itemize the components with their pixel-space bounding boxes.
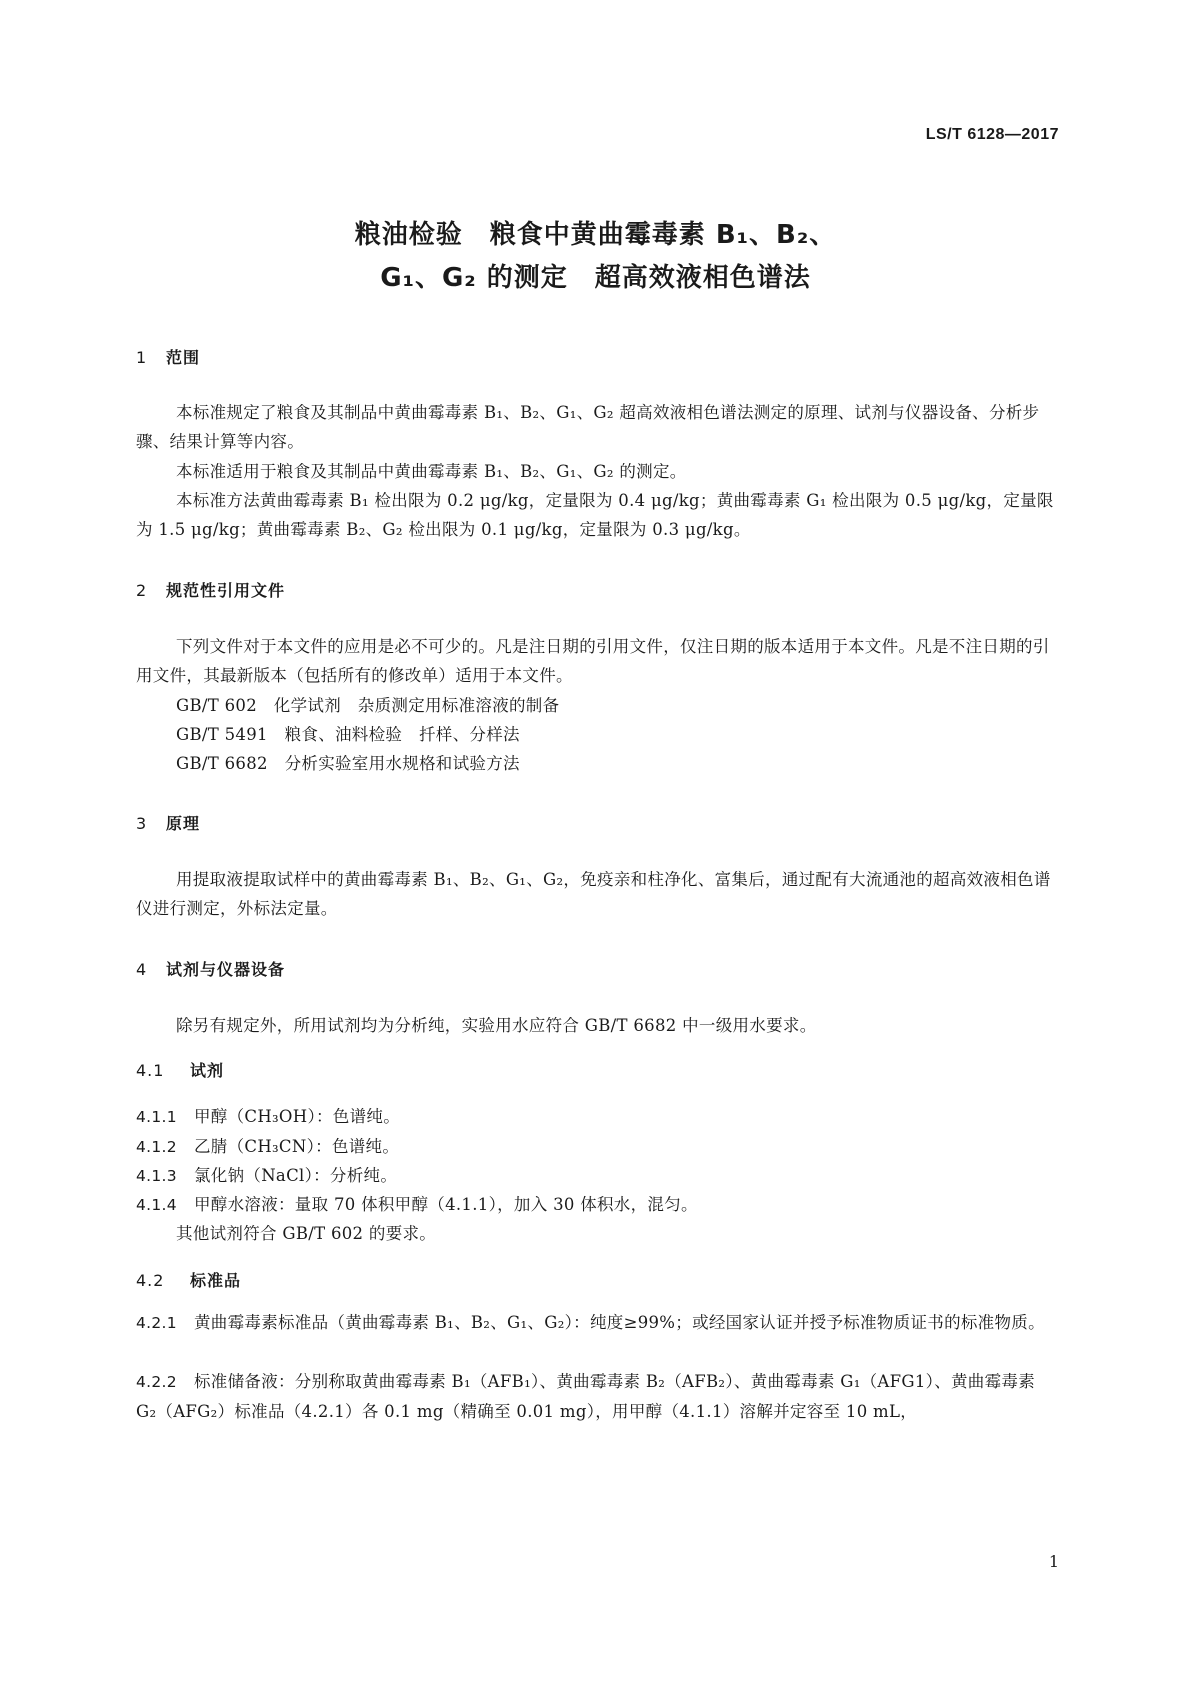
- document-title-line-1: 粮油检验 粮食中黄曲霉毒素 B₁、B₂、: [354, 220, 837, 250]
- item-number: 4.1.1: [136, 1108, 177, 1126]
- normative-references-paragraph: 下列文件对于本文件的应用是必不可少的。凡是注日期的引用文件，仅注日期的版本适用于本文件。凡是不注日期的引用文件，其最新版本（包括所有的修改单）适用于本文件。: [136, 637, 1050, 685]
- reagent-item: [136, 1191, 698, 1215]
- section-2-heading: [136, 578, 285, 601]
- section-number: 2: [136, 581, 148, 600]
- item-text: 黄曲霉毒素标准品（黄曲霉毒素 B₁、B₂、G₁、G₂）：纯度≥99%；或经国家认证并授予标准物质证书的标准物质。: [194, 1313, 1045, 1332]
- item-text: 甲醇水溶液：量取 70 体积甲醇（4.1.1），加入 30 体积水，混匀。: [194, 1195, 698, 1214]
- reagent-item: [136, 1133, 399, 1157]
- section-3-heading: [136, 811, 200, 834]
- section-title: 试剂与仪器设备: [166, 960, 286, 979]
- section-number: 1: [136, 348, 148, 367]
- scope-paragraph-1: 本标准规定了粮食及其制品中黄曲霉毒素 B₁、B₂、G₁、G₂ 超高效液相色谱法测定的原理、试剂与仪器设备、分析步骤、结果计算等内容。: [136, 403, 1040, 451]
- section-title: 原理: [166, 814, 201, 833]
- reference-gbt-5491: GB/T 5491 粮食、油料检验 扦样、分样法: [176, 725, 520, 744]
- section-number: 4.2: [136, 1271, 165, 1290]
- section-number: 4.1: [136, 1061, 165, 1080]
- item-number: 4.2.2: [136, 1373, 177, 1391]
- item-number: 4.1.4: [136, 1196, 177, 1214]
- reference-gbt-6682: GB/T 6682 分析实验室用水规格和试验方法: [176, 754, 520, 773]
- section-4-heading: [136, 957, 285, 980]
- reagent-item: [136, 1162, 397, 1186]
- section-title: 规范性引用文件: [166, 581, 286, 600]
- item-text: 乙腈（CH₃CN）：色谱纯。: [194, 1137, 400, 1156]
- item-number: 4.1.2: [136, 1138, 177, 1156]
- section-title: 试剂: [190, 1061, 225, 1080]
- reagent-item: [136, 1103, 400, 1127]
- reagents-note: 其他试剂符合 GB/T 602 的要求。: [176, 1224, 437, 1243]
- scope-paragraph-3: 本标准方法黄曲霉毒素 B₁ 检出限为 0.2 μg/kg，定量限为 0.4 μg/kg；黄曲霉毒素 G₁ 检出限为 0.5 μg/kg，定量限为 1.5 μg/kg；黄曲霉毒素 B₂、G₂ 检出限为 0.1 μg/kg，定量限为 0.3 μg/kg。: [136, 491, 1054, 539]
- section-title: 标准品: [190, 1271, 242, 1290]
- item-number: 4.2.1: [136, 1314, 177, 1332]
- standard-item-4-2-1: [136, 1308, 1058, 1338]
- section-number: 4: [136, 960, 148, 979]
- item-text: 甲醇（CH₃OH）：色谱纯。: [194, 1107, 400, 1126]
- reference-gbt-602: GB/T 602 化学试剂 杂质测定用标准溶液的制备: [176, 696, 560, 715]
- page-number: 1: [1048, 1552, 1059, 1571]
- scope-paragraph-2: 本标准适用于粮食及其制品中黄曲霉毒素 B₁、B₂、G₁、G₂ 的测定。: [176, 462, 687, 481]
- section-title: 范围: [166, 348, 201, 367]
- reagents-intro-paragraph: 除另有规定外，所用试剂均为分析纯，实验用水应符合 GB/T 6682 中一级用水要求。: [176, 1016, 817, 1035]
- principle-paragraph: 用提取液提取试样中的黄曲霉毒素 B₁、B₂、G₁、G₂，免疫亲和柱净化、富集后，通过配有大流通池的超高效液相色谱仪进行测定，外标法定量。: [136, 870, 1051, 918]
- section-1-heading: [136, 345, 200, 368]
- section-4-2-heading: [136, 1268, 241, 1291]
- item-text: 标准储备液：分别称取黄曲霉毒素 B₁（AFB₁）、黄曲霉毒素 B₂（AFB₂）、黄曲霉毒素 G₁（AFG1）、黄曲霉毒素 G₂（AFG₂）标准品（4.2.1）各 0.1 mg（精确至 0.01 mg），用甲醇（4.1.1）溶解并定容至 10 mL，: [136, 1372, 1036, 1421]
- standard-code: LS/T 6128—2017: [925, 126, 1059, 143]
- standard-item-4-2-2: [136, 1367, 1058, 1426]
- section-number: 3: [136, 814, 148, 833]
- section-4-1-heading: [136, 1058, 224, 1081]
- item-number: 4.1.3: [136, 1167, 177, 1185]
- item-text: 氯化钠（NaCl）：分析纯。: [194, 1166, 398, 1185]
- document-title-line-2: G₁、G₂ 的测定 超高效液相色谱法: [380, 263, 811, 293]
